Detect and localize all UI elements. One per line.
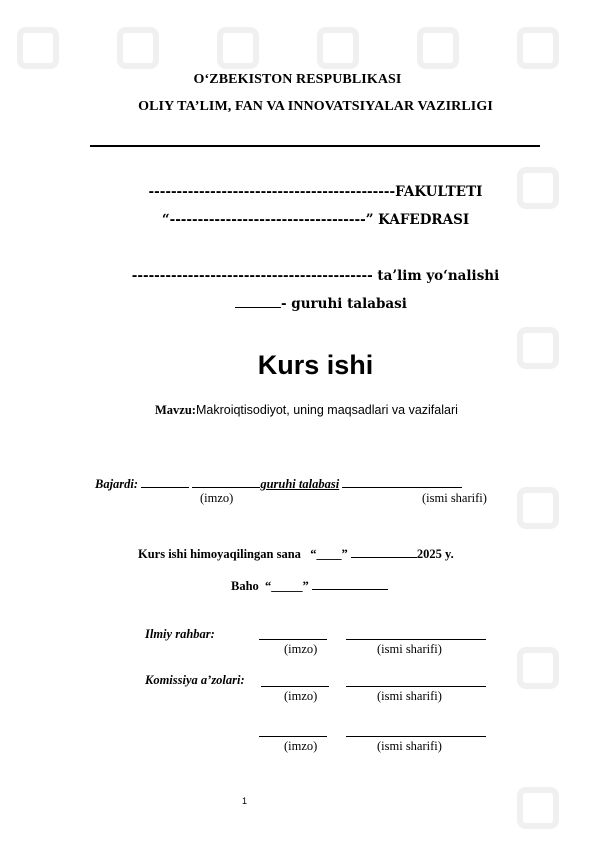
commission-signature-caption-2: (imzo) (284, 739, 318, 753)
document-title: Kurs ishi (257, 350, 374, 380)
commission-signature-line-1 (261, 686, 329, 687)
group-suffix: - guruhi talabasi (281, 296, 407, 312)
grade-label: Baho (231, 579, 259, 593)
group-line (235, 295, 407, 312)
performer-signature-blank (141, 475, 189, 488)
grade-line (231, 577, 388, 594)
grade-value: “_____” (265, 579, 309, 593)
performer-group-text: guruhi talabasi (260, 477, 340, 491)
performer-group-blank (192, 475, 260, 488)
defense-date: “____” (310, 547, 348, 561)
ministry-line-2: OLIY TA’LIM, FAN VA INNOVATSIYALAR VAZIRLIGI (138, 99, 493, 114)
topic-label: Mavzu: (155, 403, 196, 417)
topic-line (155, 403, 458, 418)
defense-year: 2025 y. (416, 547, 454, 561)
supervisor-name-line (346, 639, 486, 640)
supervisor-signature-caption: (imzo) (284, 642, 318, 656)
supervisor-signature-line (259, 639, 327, 640)
performer-line (95, 475, 462, 492)
commission-name-line-2 (346, 736, 486, 737)
performer-label: Bajardi: (95, 477, 139, 491)
header-divider (90, 145, 540, 147)
direction-line: ------------------------------------------- ta’lim yo‘nalishi (131, 268, 500, 284)
commission-signature-caption-1: (imzo) (284, 689, 318, 703)
topic-value: Makroiqtisodiyot, uning maqsadlari va vazifalari (195, 403, 458, 417)
defense-text: Kurs ishi himoyaqilingan sana (138, 547, 301, 561)
defense-month-blank (351, 545, 417, 558)
faculty-line: --------------------------------------------FAKULTETI (148, 184, 483, 200)
performer-name-caption: (ismi sharifi) (422, 491, 487, 505)
page-number: 1 (242, 796, 248, 806)
grade-blank (312, 577, 388, 590)
defense-line (138, 545, 454, 562)
department-line: “-----------------------------------” KAFEDRASI (161, 212, 470, 228)
group-blank (235, 295, 281, 308)
supervisor-label: Ilmiy rahbar: (145, 627, 215, 641)
performer-name-blank (342, 475, 462, 488)
commission-signature-line-2 (259, 736, 327, 737)
performer-signature-caption: (imzo) (200, 491, 234, 505)
commission-name-caption-2: (ismi sharifi) (377, 739, 442, 753)
ministry-line-1: O‘ZBEKISTON RESPUBLIKASI (193, 72, 402, 87)
commission-label: Komissiya a’zolari: (145, 673, 245, 687)
commission-name-caption-1: (ismi sharifi) (377, 689, 442, 703)
commission-name-line-1 (346, 686, 486, 687)
supervisor-name-caption: (ismi sharifi) (377, 642, 442, 656)
